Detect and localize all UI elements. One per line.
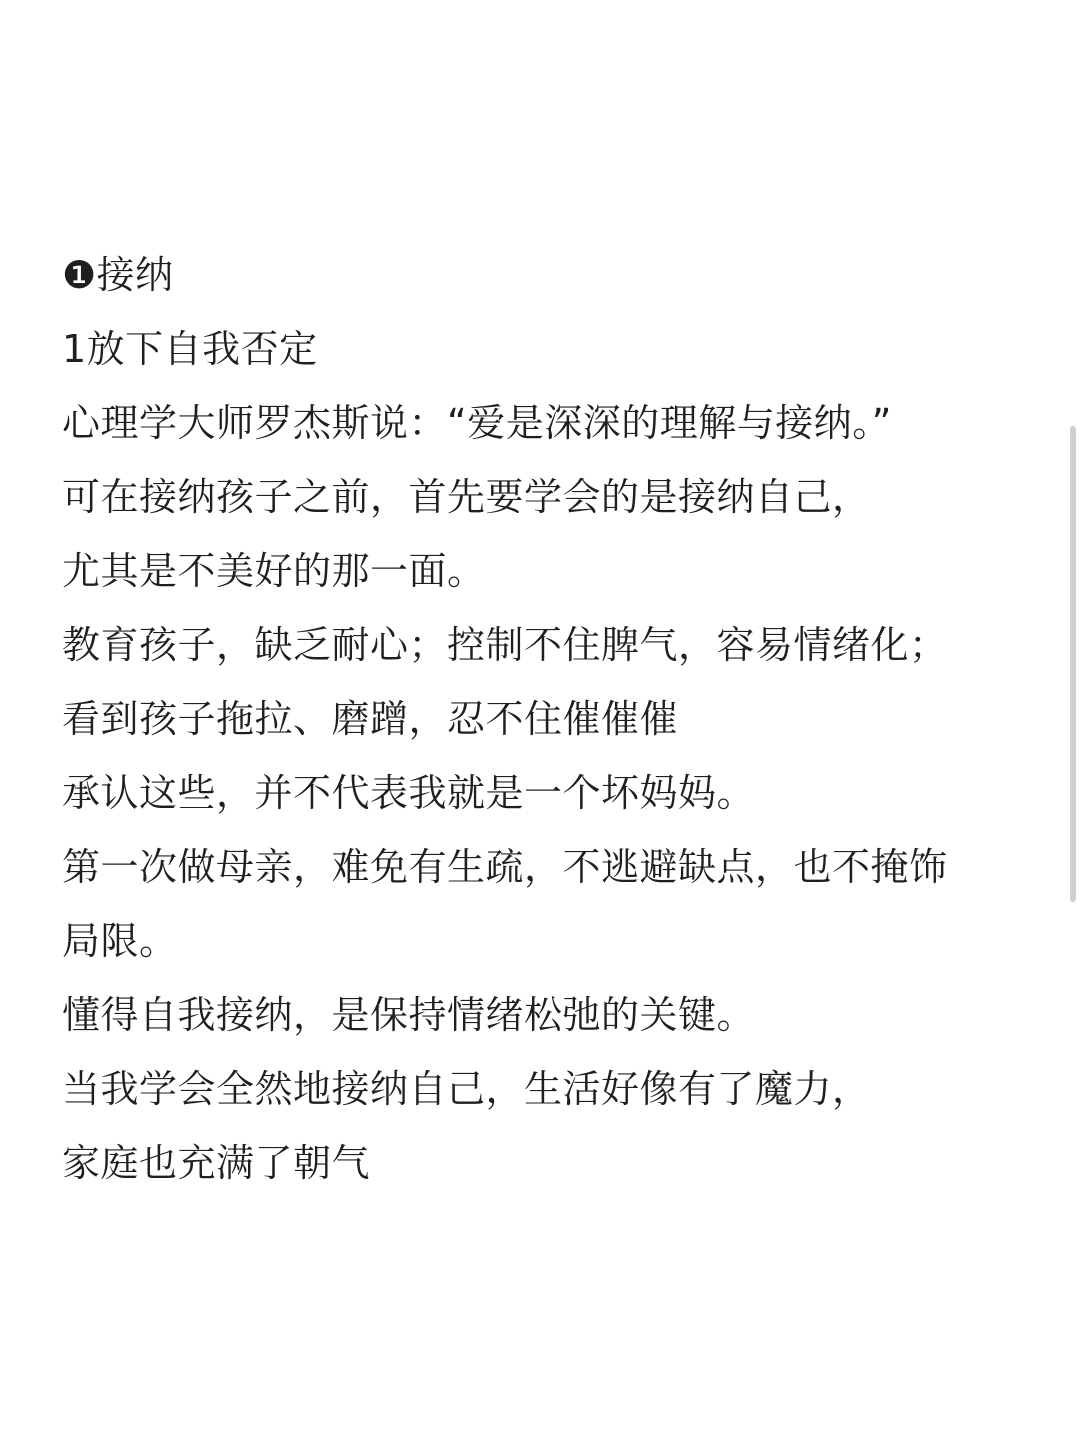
text-line: 教育孩子，缺乏耐心；控制不住脾气，容易情绪化； [62, 623, 948, 667]
subheading: 1放下自我否定 [62, 327, 318, 371]
text-line: 家庭也充满了朝气 [62, 1141, 371, 1185]
text-line: 心理学大师罗杰斯说：“爱是深深的理解与接纳。” [62, 401, 892, 445]
text-line: 第一次做母亲，难免有生疏，不逃避缺点，也不掩饰 [62, 845, 948, 889]
text-line: 懂得自我接纳，是保持情绪松弛的关键。 [62, 993, 756, 1037]
text-line: 看到孩子拖拉、磨蹭，忍不住催催催 [62, 697, 679, 741]
text-line: 承认这些，并不代表我就是一个坏妈妈。 [62, 771, 756, 815]
scrollbar-thumb[interactable] [1070, 426, 1076, 902]
text-line: 局限。 [62, 919, 178, 963]
text-line: 当我学会全然地接纳自己，生活好像有了魔力， [62, 1067, 871, 1111]
text-line: 可在接纳孩子之前，首先要学会的是接纳自己， [62, 475, 871, 519]
scrollbar[interactable] [1066, 0, 1080, 1440]
section-heading: ❶接纳 [62, 253, 174, 297]
text-line: 尤其是不美好的那一面。 [62, 549, 486, 593]
note-body [62, 238, 1022, 1200]
